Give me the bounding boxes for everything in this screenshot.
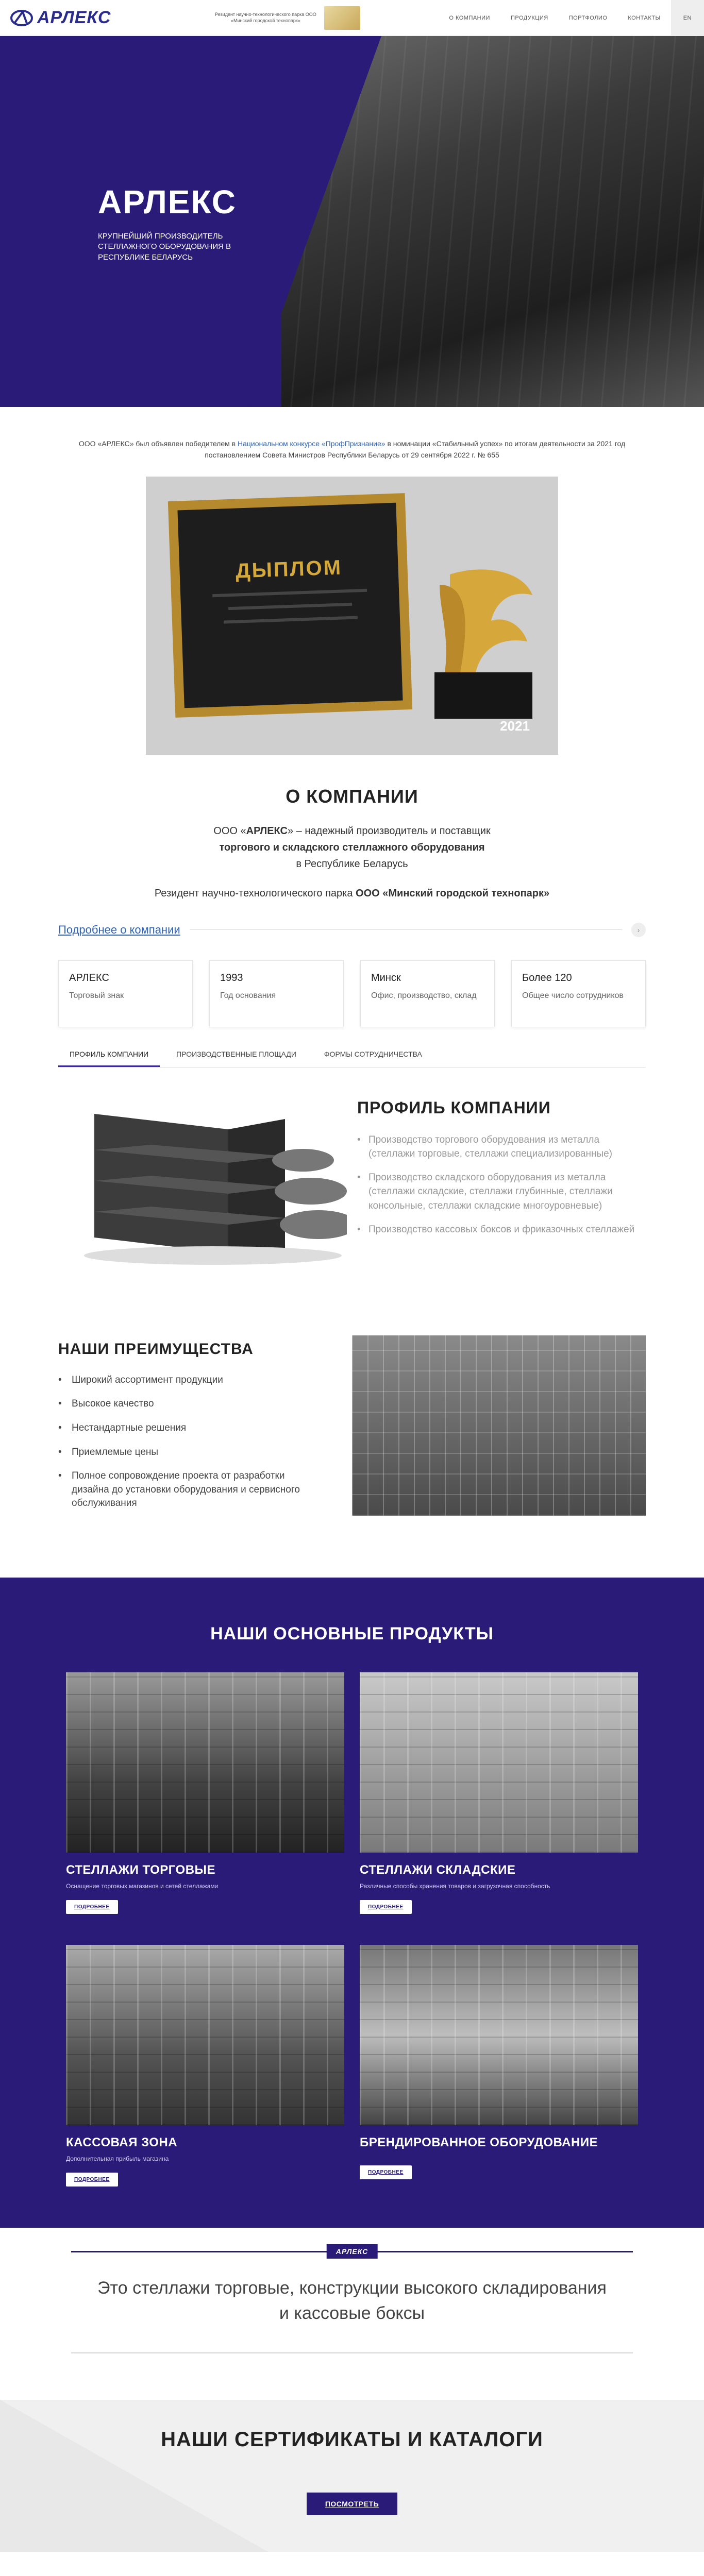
about-resident <box>0 888 704 900</box>
list-item: • Широкий ассортимент продукции <box>58 1374 300 1387</box>
diploma-photo <box>146 477 558 755</box>
logo-icon <box>10 9 33 27</box>
stat-value: 1993 <box>220 972 243 984</box>
nav-item-portfolio[interactable]: ПОРТФОЛИО <box>568 15 608 21</box>
about-resident-pre: Резидент научно-технологического парка <box>154 887 353 899</box>
slogan-badge: АРЛЕКС <box>327 2244 378 2259</box>
products-grid <box>66 1672 638 2187</box>
advantages-body <box>58 1341 300 1521</box>
stat-value: АРЛЕКС <box>69 972 109 984</box>
about-line3: в Республике Беларусь <box>296 858 408 870</box>
nav-item-products[interactable]: ПРОДУКЦИЯ <box>510 15 548 21</box>
product-card <box>360 1672 638 1914</box>
main-nav <box>439 0 704 36</box>
product-photo[interactable] <box>66 1945 344 2125</box>
about-line2: торгового и складского стеллажного оборудования <box>219 841 485 853</box>
stat-value: Более 120 <box>522 972 572 984</box>
language-switch[interactable]: EN <box>671 0 704 36</box>
logo-text: АРЛЕКС <box>37 8 111 27</box>
nav-item-about[interactable]: О КОМПАНИИ <box>449 15 490 21</box>
stat-card <box>360 960 495 1027</box>
diploma-line <box>212 589 367 597</box>
certificates-section <box>0 2400 704 2552</box>
about-resident-bold: ООО «Минский городской технопарк» <box>356 887 550 899</box>
product-more-button[interactable]: ПОДРОБНЕЕ <box>66 1900 118 1914</box>
about-text <box>0 823 704 872</box>
award-statue-icon <box>419 554 538 729</box>
header <box>0 0 704 36</box>
logo[interactable] <box>10 8 111 28</box>
clients-section <box>0 2552 704 2576</box>
warehouse-photo <box>352 1335 646 1516</box>
product-more-button[interactable]: ПОДРОБНЕЕ <box>360 2165 412 2179</box>
products-section <box>0 1578 704 2228</box>
list-item: • Производство торгового оборудования из металла (стеллажи торговые, стеллажи специализированные) <box>357 1133 635 1161</box>
technopark-logo <box>324 6 360 30</box>
stat-label: Офис, производство, склад <box>371 991 477 1000</box>
list-item: • Приемлемые цены <box>58 1446 300 1460</box>
about-line1-pre: ООО « <box>213 825 246 837</box>
list-item: • Нестандартные решения <box>58 1421 300 1435</box>
award-link[interactable]: Национальном конкурсе «ПрофПризнание» <box>237 439 385 448</box>
profile-body <box>357 1098 635 1246</box>
advantages-section <box>58 1341 646 1521</box>
slogan-line2: и кассовые боксы <box>279 2303 425 2324</box>
product-more-button[interactable]: ПОДРОБНЕЕ <box>66 2173 118 2187</box>
product-card <box>66 1945 344 2187</box>
product-desc: Дополнительная прибыль магазина <box>66 2155 169 2162</box>
hero-content <box>98 183 253 263</box>
product-card <box>360 1945 638 2187</box>
about-section <box>0 755 704 1067</box>
stats-row <box>58 960 646 1027</box>
product-name: СТЕЛЛАЖИ ТОРГОВЫЕ <box>66 1862 216 1877</box>
list-item: • Полное сопровождение проекта от разработки дизайна до установки оборудования и сервисного обслуживания <box>58 1469 300 1511</box>
products-title: НАШИ ОСНОВНЫЕ ПРОДУКТЫ <box>210 1623 494 1643</box>
diploma-inner <box>177 502 403 708</box>
view-certificates-button[interactable]: ПОСМОТРЕТЬ <box>307 2493 397 2515</box>
product-desc: Различные способы хранения товаров и загрузочная способность <box>360 1882 550 1890</box>
decorative-shape <box>0 2400 268 2552</box>
advantages-list <box>58 1374 300 1511</box>
slogan-text <box>71 2276 633 2327</box>
product-photo[interactable] <box>66 1672 344 1853</box>
stat-label: Торговый знак <box>69 991 124 1000</box>
diploma-frame <box>168 493 412 718</box>
hero-subtitle: КРУПНЕЙШИЙ ПРОИЗВОДИТЕЛЬ СТЕЛЛАЖНОГО ОБОРУДОВАНИЯ В РЕСПУБЛИКЕ БЕЛАРУСЬ <box>98 232 231 262</box>
stat-value: Минск <box>371 972 401 984</box>
list-item: • Высокое качество <box>58 1397 300 1411</box>
product-desc: Оснащение торговых магазинов и сетей стеллажами <box>66 1882 219 1890</box>
resident-text: Резидент научно-технологического парка ООО «Минский городской технопарк» <box>215 11 316 23</box>
diploma-line <box>224 616 358 623</box>
divider <box>190 929 622 930</box>
about-tabs <box>58 1043 646 1067</box>
hero <box>0 36 704 407</box>
more-about-row <box>58 923 646 937</box>
hero-title: АРЛЕКС <box>98 183 237 221</box>
hero-diagonal <box>247 36 381 407</box>
chevron-right-icon[interactable]: › <box>631 923 646 937</box>
nav-item-contacts[interactable]: КОНТАКТЫ <box>628 15 661 21</box>
more-about-link[interactable]: Подробнее о компании <box>58 923 180 936</box>
diploma-title: ДЫПЛОМ <box>235 556 343 583</box>
list-item: • Производство складского оборудования из металла (стеллажи складские, стеллажи глубинные, стеллажи консольные, стеллажи складские многоуровневые) <box>357 1171 635 1213</box>
profile-title: ПРОФИЛЬ КОМПАНИИ <box>357 1098 551 1117</box>
product-name: КАССОВАЯ ЗОНА <box>66 2135 178 2149</box>
about-line1-post: » – надежный производитель и поставщик <box>287 825 491 837</box>
slogan-line1: Это стеллажи торговые, конструкции высокого складирования <box>97 2278 607 2298</box>
diploma-line <box>228 603 352 610</box>
resident-block <box>214 6 360 30</box>
stat-label: Общее число сотрудников <box>522 991 624 1000</box>
product-photo[interactable] <box>360 1945 638 2125</box>
product-photo[interactable] <box>360 1672 638 1853</box>
certificates-title: НАШИ СЕРТИФИКАТЫ И КАТАЛОГИ <box>161 2428 543 2451</box>
advantages-title: НАШИ ПРЕИМУЩЕСТВА <box>58 1340 254 1358</box>
profile-section <box>58 1098 646 1268</box>
stat-card <box>511 960 646 1027</box>
award-text <box>71 438 633 461</box>
about-title: О КОМПАНИИ <box>286 785 418 807</box>
tab-profile[interactable]: ПРОФИЛЬ КОМПАНИИ <box>58 1043 160 1067</box>
slogan-section <box>71 2247 633 2353</box>
award-intro <box>0 407 704 755</box>
list-item: • Производство кассовых боксов и фриказочных стеллажей <box>357 1223 635 1237</box>
stat-card <box>58 960 193 1027</box>
product-more-button[interactable]: ПОДРОБНЕЕ <box>360 1900 412 1914</box>
diploma-year: 2021 <box>500 718 530 734</box>
product-card <box>66 1672 344 1914</box>
about-line1-brand: АРЛЕКС <box>246 825 288 837</box>
stat-label: Год основания <box>220 991 276 1000</box>
tab-production[interactable]: ПРОИЗВОДСТВЕННЫЕ ПЛОЩАДИ <box>176 1049 296 1058</box>
award-text-pre: ООО «АРЛЕКС» был объявлен победителем в <box>78 439 236 448</box>
product-name: СТЕЛЛАЖИ СКЛАДСКИЕ <box>360 1862 516 1877</box>
profile-list <box>357 1133 635 1236</box>
stat-card <box>209 960 344 1027</box>
award-text-post: в номинации «Стабильный успех» по итогам деятельности за 2021 год постановлением Совета Министров Республики Беларусь от 29 сентября 2022 г. № 655 <box>205 439 626 460</box>
product-name: БРЕНДИРОВАННОЕ ОБОРУДОВАНИЕ <box>360 2135 598 2149</box>
tab-cooperation[interactable]: ФОРМЫ СОТРУДНИЧЕСТВА <box>324 1049 422 1058</box>
shelving-render-image <box>58 1098 347 1268</box>
